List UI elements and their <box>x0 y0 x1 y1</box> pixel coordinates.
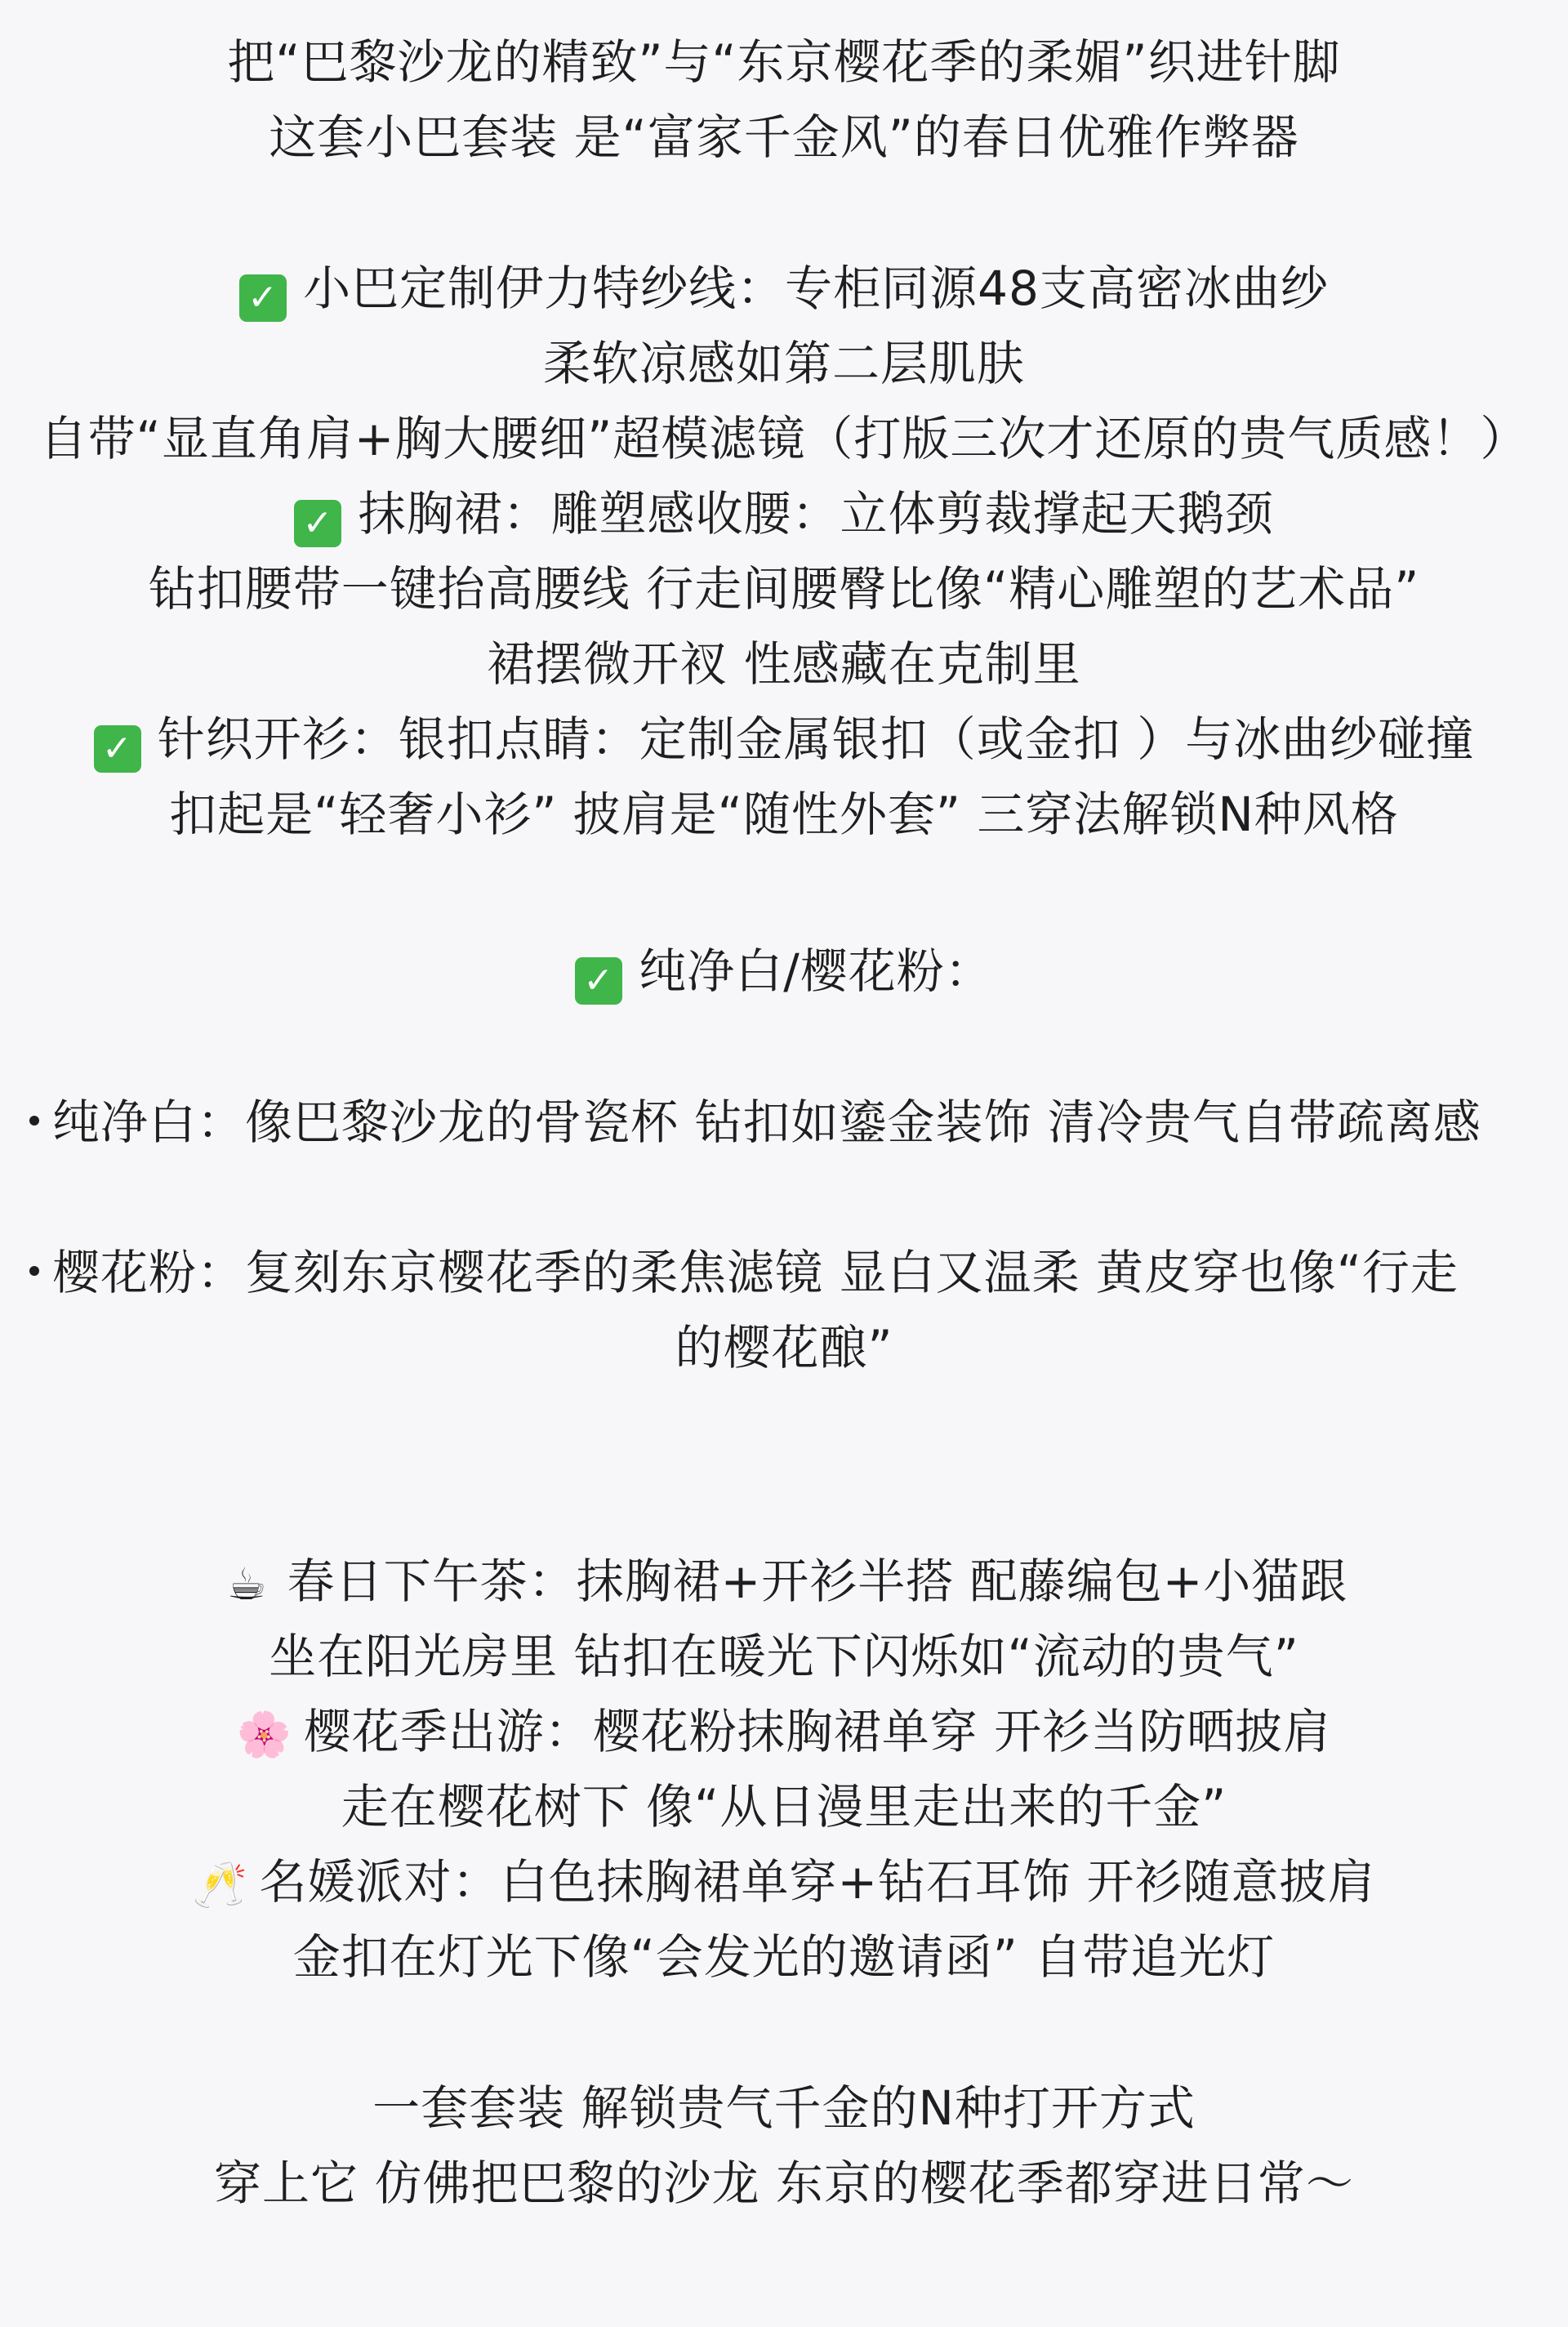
scene-party-title <box>0 1844 1568 1919</box>
scene-sakura-title <box>0 1694 1568 1769</box>
coffee-cup-icon: ☕ <box>226 1558 268 1610</box>
color-pink-text: 樱花粉：复刻东京樱花季的柔焦滤镜 显白又温柔 黄皮穿也像“行走 <box>52 1245 1459 1300</box>
color-pink-item <box>0 1235 1568 1310</box>
champagne-glasses-icon: 🥂 <box>192 1859 248 1910</box>
dress-feature-text: 抹胸裙：雕塑感收腰：立体剪裁撑起天鹅颈 <box>358 486 1274 542</box>
scene-sakura-text: 樱花季出游：樱花粉抹胸裙单穿 开衫当防晒披肩 <box>303 1704 1332 1759</box>
color-pink-line-2: 的樱花酿” <box>675 1320 893 1375</box>
scene-party-text: 名媛派对：白色抹胸裙单穿+钻石耳饰 开衫随意披肩 <box>259 1854 1376 1910</box>
cardigan-feature-text: 针织开衫：银扣点睛：定制金属银扣（或金扣 ）与冰曲纱碰撞 <box>157 711 1475 767</box>
dress-feature-line-3: 裙摆微开衩 性感藏在克制里 <box>487 636 1081 692</box>
check-mark-icon: ✓ <box>575 957 622 1005</box>
scene-tea-title <box>0 1544 1568 1619</box>
scene-party-line-2: 金扣在灯光下像“会发光的邀请函” 自带追光灯 <box>292 1929 1276 1985</box>
scene-sakura-line-2: 走在樱花树下 像“从日漫里走出来的千金” <box>341 1779 1227 1834</box>
check-mark-icon: ✓ <box>294 500 341 547</box>
check-mark-icon: ✓ <box>94 725 141 773</box>
outro-line-1: 一套套装 解锁贵气千金的N种打开方式 <box>372 2080 1196 2136</box>
color-white-item <box>0 1085 1568 1160</box>
color-white-text: 纯净白：像巴黎沙龙的骨瓷杯 钻扣如鎏金装饰 清冷贵气自带疏离感 <box>52 1094 1481 1150</box>
scene-tea-line-2: 坐在阳光房里 钻扣在暖光下闪烁如“流动的贵气” <box>269 1629 1299 1684</box>
cherry-blossom-icon: 🌸 <box>236 1709 293 1760</box>
colors-title-text: 纯净白/樱花粉： <box>639 943 993 999</box>
scene-tea-text: 春日下午茶：抹胸裙+开衫半搭 配藤编包+小猫跟 <box>287 1554 1348 1609</box>
cardigan-feature-title <box>0 702 1568 777</box>
dress-feature-line-2: 钻扣腰带一键抬高腰线 行走间腰臀比像“精心雕塑的艺术品” <box>148 561 1420 617</box>
dress-feature-title <box>0 476 1568 551</box>
intro-line-2: 这套小巴套装 是“富家千金风”的春日优雅作弊器 <box>269 109 1299 165</box>
yarn-feature-text: 小巴定制伊力特纱线：专柜同源48支高密冰曲纱 <box>303 261 1329 316</box>
check-mark-icon: ✓ <box>239 274 287 322</box>
outro-line-2: 穿上它 仿佛把巴黎的沙龙 东京的樱花季都穿进日常～ <box>214 2155 1354 2211</box>
yarn-feature-title <box>0 251 1568 326</box>
yarn-feature-line-3: 自带“显直角肩+胸大腰细”超模滤镜（打版三次才还原的贵气质感！） <box>39 411 1529 466</box>
bullet-dot-icon <box>29 1116 39 1126</box>
colors-title <box>0 934 1568 1009</box>
yarn-feature-line-2: 柔软凉感如第二层肌肤 <box>542 336 1025 391</box>
intro-line-1: 把“巴黎沙龙的精致”与“东京樱花季的柔媚”织进针脚 <box>227 34 1341 90</box>
bullet-dot-icon <box>29 1266 39 1276</box>
cardigan-feature-line-2: 扣起是“轻奢小衫” 披肩是“随性外套” 三穿法解锁N种风格 <box>169 787 1399 842</box>
